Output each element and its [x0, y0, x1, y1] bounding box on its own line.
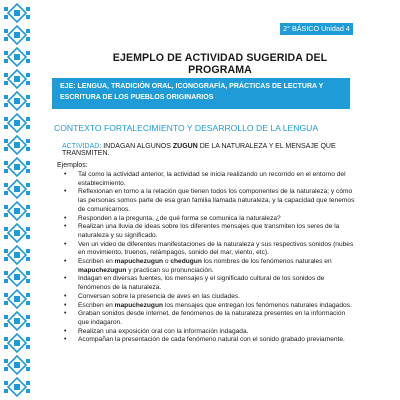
- pattern-motif: [4, 48, 30, 66]
- list-item: [60, 336, 356, 345]
- activity-text-after: DE LA NATURALEZA Y EL MENSAJE QUE TRANSMITEN.: [62, 143, 336, 157]
- pattern-motif: [4, 158, 30, 176]
- list-item: [60, 215, 356, 224]
- list-item-text: Reflexionan en torno a la relación que tienen todos los componentes de la naturaleza; y cómo las personas somos parte de esa gran familia llamada naturaleza, y la capacidad que tenemos de comunicarnos.: [78, 188, 355, 213]
- pattern-motif: [4, 180, 30, 198]
- list-item: [60, 223, 356, 240]
- list-item-text: Realizan una lluvia de ideas sobre los diferentes mensajes que transmiten los seres de la naturaleza y su significado.: [78, 223, 340, 239]
- page-title: EJEMPLO DE ACTIVIDAD SUGERIDA DEL PROGRAMA: [112, 52, 328, 76]
- list-item-text: los mensajes que entregan los fenómenos naturales indagados.: [163, 301, 352, 309]
- list-item-text: Tal como la actividad anterior, la actividad se inicia realizando un recorrido en el entorno del establecimiento.: [78, 171, 346, 187]
- list-item-text: Escriben en: [78, 258, 115, 266]
- list-item-text: o: [163, 258, 171, 266]
- pattern-motif: [4, 114, 30, 132]
- list-item: [60, 302, 356, 311]
- pattern-motif: [4, 224, 30, 242]
- list-item: [60, 328, 356, 337]
- pattern-motif: [4, 378, 30, 396]
- pattern-motif: [4, 26, 30, 44]
- list-item-text: Acompañan la presentación de cada fenómeno natural con el sonido grabado previamente.: [78, 336, 345, 344]
- pattern-motif: [4, 202, 30, 220]
- pattern-motif: [4, 268, 30, 286]
- pattern-motif: [4, 136, 30, 154]
- grade-unit-badge: 2° BÁSICO Unidad 4: [280, 23, 353, 35]
- list-item: [60, 188, 356, 214]
- list-item-keyword: chedugun: [170, 258, 202, 266]
- list-item-text: Ven un video de diferentes manifestaciones de la naturaleza y sus respectivos sonidos (nubes en movimiento, truenos, relámpagos, sonido del mar, viento, etc).: [78, 240, 354, 257]
- list-item-keyword: mapuchezugun: [114, 258, 164, 266]
- eje-banner: EJE: LENGUA, TRADICIÓN ORAL, ICONOGRAFÍA, PRÁCTICAS DE LECTURA Y ESCRITURA DE LOS PUEBLOS ORIGINARIOS: [52, 78, 350, 109]
- pattern-motif: [4, 290, 30, 308]
- pattern-motif: [4, 92, 30, 110]
- list-item: [60, 241, 356, 258]
- list-item-text: Indagan en diversas fuentes, los mensajes y el significado cultural de los sonidos de fenómenos de la naturaleza.: [78, 275, 325, 292]
- activity-line: [62, 143, 362, 157]
- decorative-sidebar-pattern: [0, 0, 36, 400]
- list-item: [60, 171, 356, 188]
- list-item-text: Realizan una exposición oral con la información indagada.: [78, 327, 249, 335]
- pattern-motif: [4, 4, 30, 22]
- pattern-motif: [4, 334, 30, 352]
- pattern-motif: [4, 312, 30, 330]
- list-item-text: Responden a la pregunta, ¿de qué forma se comunica la naturaleza?: [78, 214, 281, 222]
- activity-text-before: INDAGAN ALGUNOS: [101, 143, 173, 150]
- examples-label: Ejemplos:: [57, 162, 88, 169]
- activity-keyword: ZUGUN: [172, 143, 198, 150]
- list-item-text: Conversan sobre la presencia de aves en las ciudades.: [78, 292, 241, 300]
- examples-list: [60, 171, 356, 345]
- list-item-keyword: mapuchezugun: [78, 266, 127, 274]
- textile-pattern-icon: [0, 0, 36, 400]
- list-item: [60, 293, 356, 302]
- list-item-keyword: mapuchezugun: [114, 301, 164, 309]
- pattern-motif: [4, 70, 30, 88]
- pattern-motif: [4, 356, 30, 374]
- list-item-text: Escriben en: [78, 301, 115, 309]
- pattern-motif: [4, 246, 30, 264]
- list-item: [60, 275, 356, 292]
- section-title: CONTEXTO FORTALECIMIENTO Y DESARROLLO DE LA LENGUA: [54, 123, 319, 133]
- list-item-text: los nombres de los fenómenos naturales en: [201, 258, 332, 266]
- list-item: [60, 310, 356, 327]
- list-item: [60, 258, 356, 275]
- list-item-text: y practican su pronunciación.: [126, 266, 214, 274]
- list-item-text: Graban sonidos desde internet, de fenómenos de la naturaleza presentes en la información que indagaron.: [78, 310, 346, 326]
- activity-label: ACTIVIDAD:: [62, 143, 102, 150]
